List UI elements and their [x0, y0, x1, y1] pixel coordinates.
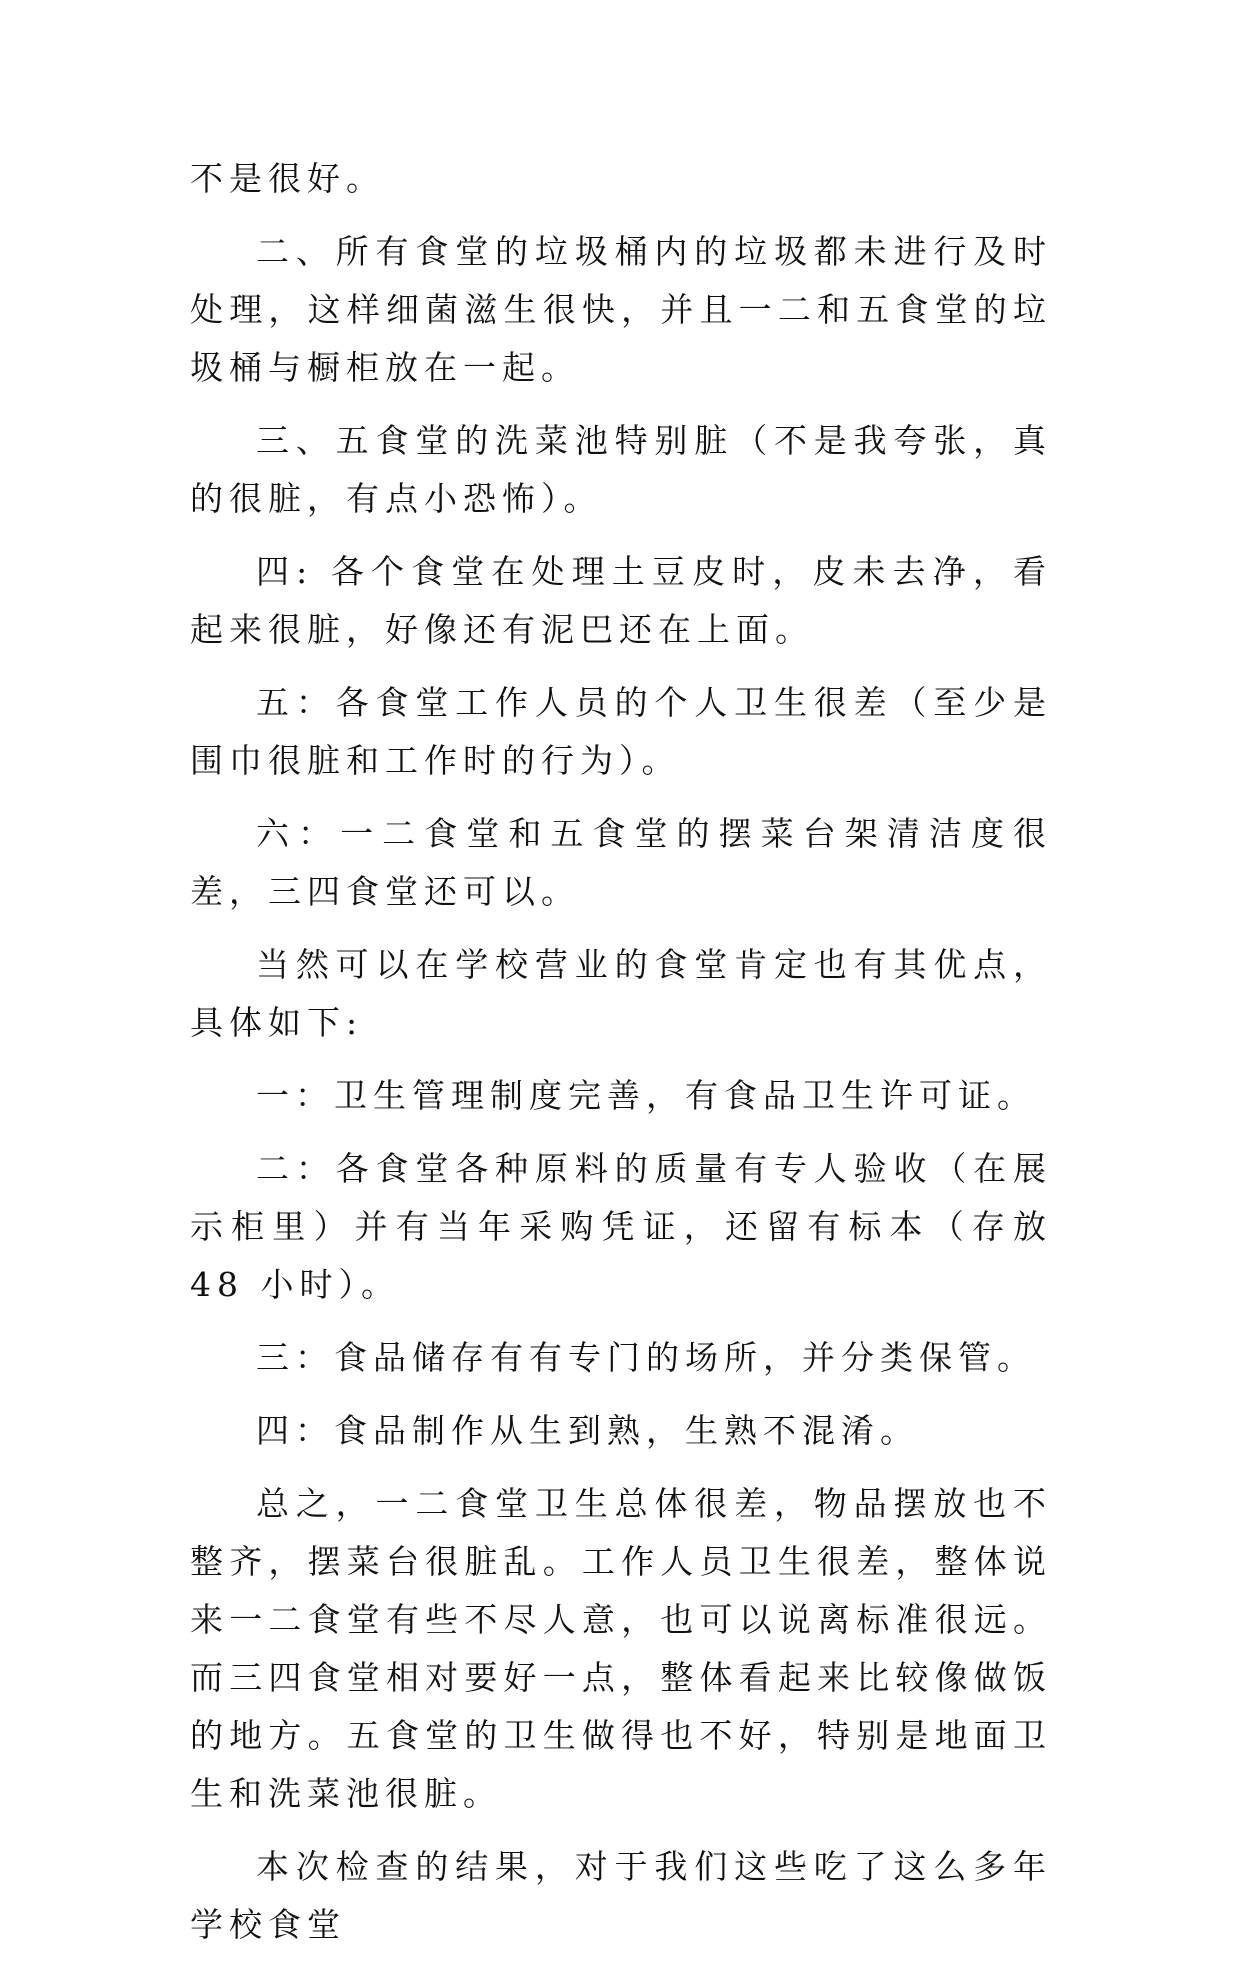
- paragraph: 一：卫生管理制度完善，有食品卫生许可证。: [256, 1076, 1036, 1115]
- paragraph: 二、所有食堂的垃圾桶内的垃圾都未进行及时处理，这样细菌滋生很快，并且一二和五食堂的垃圾桶与橱柜放在一起。: [190, 232, 1052, 387]
- paragraph: 三：食品储存有有专门的场所，并分类保管。: [256, 1338, 1036, 1377]
- paragraph: 三、五食堂的洗菜池特别脏（不是我夸张，真的很脏，有点小恐怖）。: [190, 421, 1052, 518]
- paragraph: 二：各食堂各种原料的质量有专人验收（在展示柜里）并有当年采购凭证，还留有标本（存放 48 小时）。: [190, 1149, 1052, 1304]
- paragraph: 四: 各个食堂在处理土豆皮时，皮未去净，看起来很脏，好像还有泥巴还在上面。: [190, 552, 1052, 649]
- paragraph: 四：食品制作从生到熟，生熟不混淆。: [256, 1411, 919, 1450]
- paragraph: 五：各食堂工作人员的个人卫生很差（至少是围巾很脏和工作时的行为）。: [190, 683, 1052, 780]
- paragraph: 不是很好。: [190, 159, 385, 198]
- paragraph: 总之，一二食堂卫生总体很差，物品摆放也不整齐，摆菜台很脏乱。工作人员卫生很差，整体说来一二食堂有些不尽人意，也可以说离标准很远。而三四食堂相对要好一点，整体看起来比较像做饭的地方。五食堂的卫生做得也不好，特别是地面卫生和洗菜池很脏。: [190, 1484, 1052, 1813]
- paragraph: 本次检查的结果，对于我们这些吃了这么多年学校食堂: [190, 1847, 1052, 1944]
- document-body: [190, 150, 1052, 1969]
- paragraph: 当然可以在学校营业的食堂肯定也有其优点，具体如下:: [190, 945, 1052, 1042]
- paragraph: 六：一二食堂和五食堂的摆菜台架清洁度很差，三四食堂还可以。: [190, 814, 1052, 911]
